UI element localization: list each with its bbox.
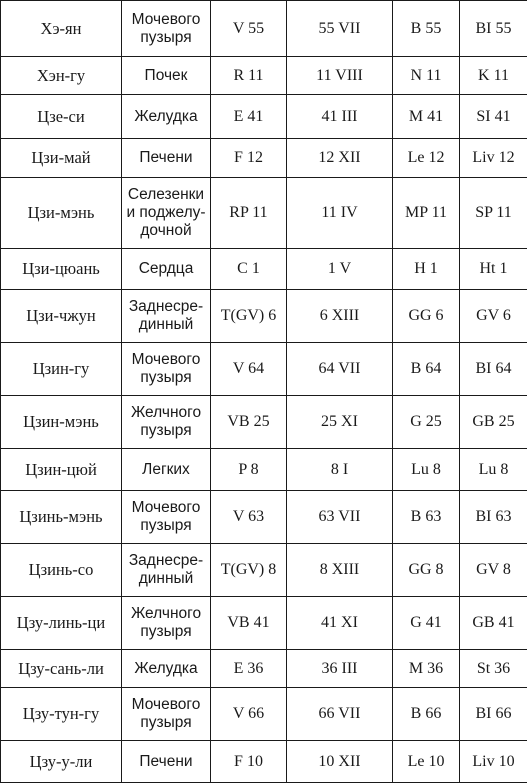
german-code-cell-text: Lu 8	[411, 460, 441, 478]
point-name-cell-text: Цзи-цюань	[22, 259, 100, 278]
english-code-cell	[460, 343, 527, 396]
french-code-cell-text: V 63	[232, 508, 265, 525]
point-name-cell	[1, 650, 122, 688]
french-code-cell-text: P 8	[238, 460, 259, 478]
german-code-cell-text: M 36	[408, 659, 444, 677]
point-name-cell	[1, 139, 122, 178]
german-code-cell-text: H 1	[414, 260, 438, 277]
point-name-cell-text: Цзи-чжун	[26, 306, 96, 325]
meridian-organ-cell-text: Желчного пузыря	[130, 404, 202, 439]
german-code-cell	[393, 650, 460, 688]
roman-code-cell	[287, 597, 393, 650]
point-name-cell-text: Цзи-май	[31, 148, 91, 167]
english-code-cell	[460, 650, 527, 688]
french-code-cell	[211, 688, 287, 741]
english-code-cell-text: GB 25	[472, 413, 515, 430]
german-code-cell	[393, 597, 460, 650]
table-body	[1, 1, 527, 783]
french-code-cell	[211, 343, 287, 396]
roman-code-cell-text: 63 VII	[318, 508, 361, 525]
german-code-cell	[393, 290, 460, 343]
table-row	[1, 95, 527, 139]
french-code-cell-text: T(GV) 6	[220, 307, 277, 324]
point-name-cell-text: Цзин-гу	[32, 359, 90, 378]
roman-code-cell-text: 66 VII	[318, 705, 361, 722]
meridian-organ-cell-text: Заднесре- динный	[128, 552, 204, 587]
meridian-organ-cell-text: Печени	[139, 752, 193, 770]
roman-code-cell-text: 55 VII	[318, 19, 361, 37]
german-code-cell-text: N 11	[410, 66, 442, 84]
english-code-cell-text: Liv 12	[472, 149, 515, 166]
english-code-cell	[460, 597, 527, 650]
point-name-cell-text: Цзе-си	[37, 106, 85, 126]
french-code-cell	[211, 178, 287, 249]
french-code-cell	[211, 57, 287, 95]
point-name-cell-text: Цзин-мэнь	[23, 412, 99, 431]
german-code-cell-text: Le 12	[407, 149, 445, 166]
german-code-cell	[393, 396, 460, 449]
english-code-cell-text: BI 66	[475, 705, 512, 722]
english-code-cell-text: St 36	[476, 659, 511, 677]
french-code-cell-text: C 1	[237, 260, 260, 277]
meridian-organ-cell	[122, 1, 211, 57]
german-code-cell-text: G 41	[410, 614, 442, 631]
french-code-cell	[211, 597, 287, 650]
table-row	[1, 57, 527, 95]
point-name-cell-text: Хэн-гу	[36, 65, 86, 85]
point-name-cell	[1, 178, 122, 249]
english-code-cell-text: Liv 10	[472, 752, 515, 770]
roman-code-cell-text: 41 III	[321, 107, 358, 125]
french-code-cell	[211, 139, 287, 178]
meridian-organ-cell-text: Мочевого пузыря	[131, 499, 201, 534]
point-name-cell	[1, 396, 122, 449]
french-code-cell	[211, 396, 287, 449]
english-code-cell	[460, 449, 527, 491]
german-code-cell-text: MP 11	[405, 204, 447, 221]
roman-code-cell	[287, 544, 393, 597]
german-code-cell-text: Le 10	[407, 752, 445, 770]
english-code-cell-text: GV 6	[476, 307, 511, 324]
table-row	[1, 178, 527, 249]
english-code-cell-text: Ht 1	[479, 260, 508, 277]
english-code-cell-text: GB 41	[472, 614, 515, 631]
meridian-organ-cell-text: Легких	[142, 460, 190, 478]
point-name-cell	[1, 544, 122, 597]
french-code-cell-text: T(GV) 8	[220, 561, 277, 578]
french-code-cell-text: V 55	[232, 19, 265, 37]
meridian-organ-cell	[122, 178, 211, 249]
german-code-cell	[393, 343, 460, 396]
german-code-cell	[393, 544, 460, 597]
german-code-cell-text: G 25	[410, 413, 442, 430]
meridian-organ-cell	[122, 741, 211, 783]
point-name-cell	[1, 249, 122, 290]
french-code-cell-text: V 64	[232, 360, 265, 377]
meridian-organ-cell-text: Желудка	[134, 659, 198, 677]
roman-code-cell	[287, 396, 393, 449]
french-code-cell	[211, 650, 287, 688]
english-code-cell-text: BI 63	[475, 508, 512, 525]
point-name-cell-text: Цзу-сань-ли	[18, 658, 104, 678]
french-code-cell	[211, 544, 287, 597]
french-code-cell-text: VB 41	[227, 614, 270, 631]
roman-code-cell-text: 64 VII	[318, 360, 361, 377]
meridian-organ-cell-text: Печени	[139, 149, 193, 166]
meridian-organ-cell-text: Мочевого пузыря	[131, 351, 201, 386]
meridian-organ-cell	[122, 290, 211, 343]
english-code-cell-text: SI 41	[476, 107, 511, 125]
german-code-cell	[393, 178, 460, 249]
point-name-cell-text: Цзи-мэнь	[27, 203, 95, 222]
english-code-cell	[460, 139, 527, 178]
roman-code-cell	[287, 290, 393, 343]
german-code-cell	[393, 95, 460, 139]
french-code-cell-text: F 12	[234, 149, 263, 166]
german-code-cell	[393, 449, 460, 491]
table-row	[1, 139, 527, 178]
table-row	[1, 249, 527, 290]
point-name-cell	[1, 741, 122, 783]
roman-code-cell-text: 1 V	[327, 260, 352, 277]
english-code-cell	[460, 491, 527, 544]
french-code-cell-text: F 10	[234, 752, 263, 770]
meridian-organ-cell	[122, 597, 211, 650]
roman-code-cell-text: 6 XIII	[319, 307, 360, 324]
roman-code-cell	[287, 741, 393, 783]
meridian-organ-cell-text: Сердца	[138, 260, 194, 277]
roman-code-cell-text: 12 XII	[318, 149, 361, 166]
meridian-organ-cell-text: Желчного пузыря	[130, 605, 202, 640]
english-code-cell	[460, 544, 527, 597]
roman-code-cell-text: 11 IV	[321, 204, 358, 221]
french-code-cell	[211, 1, 287, 57]
french-code-cell-text: E 36	[233, 659, 264, 677]
german-code-cell	[393, 741, 460, 783]
english-code-cell	[460, 178, 527, 249]
table-row	[1, 449, 527, 491]
german-code-cell	[393, 688, 460, 741]
table-row	[1, 343, 527, 396]
german-code-cell-text: B 55	[410, 19, 442, 37]
point-name-cell	[1, 290, 122, 343]
point-name-cell	[1, 688, 122, 741]
roman-code-cell	[287, 57, 393, 95]
english-code-cell-text: BI 64	[475, 360, 512, 377]
french-code-cell-text: E 41	[233, 107, 264, 125]
roman-code-cell-text: 8 I	[330, 460, 349, 478]
point-name-cell-text: Цзу-линь-ци	[16, 613, 106, 632]
english-code-cell	[460, 741, 527, 783]
french-code-cell	[211, 491, 287, 544]
roman-code-cell	[287, 688, 393, 741]
german-code-cell-text: B 63	[410, 508, 442, 525]
meridian-organ-cell	[122, 95, 211, 139]
french-code-cell	[211, 95, 287, 139]
french-code-cell	[211, 249, 287, 290]
meridian-organ-cell	[122, 491, 211, 544]
table-row	[1, 688, 527, 741]
table-row	[1, 290, 527, 343]
english-code-cell-text: SP 11	[475, 204, 512, 221]
roman-code-cell	[287, 491, 393, 544]
meridian-organ-cell	[122, 396, 211, 449]
point-name-cell-text: Цзинь-мэнь	[19, 507, 103, 526]
roman-code-cell	[287, 1, 393, 57]
table-row	[1, 544, 527, 597]
french-code-cell	[211, 290, 287, 343]
roman-code-cell	[287, 650, 393, 688]
german-code-cell-text: B 66	[410, 705, 442, 722]
meridian-organ-cell-text: Желудка	[134, 107, 198, 125]
german-code-cell-text: B 64	[410, 360, 442, 377]
german-code-cell-text: M 41	[408, 107, 444, 125]
english-code-cell-text: GV 8	[476, 561, 511, 578]
meridian-organ-cell	[122, 449, 211, 491]
table-row	[1, 491, 527, 544]
table-row	[1, 396, 527, 449]
meridian-organ-cell-text: Селезенки и поджелу- дочной	[126, 186, 206, 239]
french-code-cell	[211, 449, 287, 491]
roman-code-cell	[287, 249, 393, 290]
german-code-cell	[393, 57, 460, 95]
point-name-cell	[1, 95, 122, 139]
point-name-cell-text: Цзу-у-ли	[29, 751, 93, 771]
roman-code-cell	[287, 178, 393, 249]
german-code-cell	[393, 491, 460, 544]
english-code-cell-text: BI 55	[475, 19, 512, 37]
meridian-organ-cell	[122, 544, 211, 597]
meridian-organ-cell-text: Заднесре- динный	[128, 298, 204, 333]
point-name-cell-text: Цзу-тун-гу	[22, 704, 100, 723]
table-row	[1, 650, 527, 688]
english-code-cell	[460, 688, 527, 741]
meridian-organ-cell	[122, 249, 211, 290]
meridian-organ-cell	[122, 343, 211, 396]
german-code-cell	[393, 249, 460, 290]
point-name-cell-text: Цзин-цюй	[25, 459, 97, 479]
german-code-cell	[393, 1, 460, 57]
german-code-cell-text: GG 6	[408, 307, 444, 324]
meridian-organ-cell	[122, 139, 211, 178]
roman-code-cell	[287, 343, 393, 396]
meridian-organ-cell-text: Мочевого пузыря	[131, 10, 201, 46]
english-code-cell-text: K 11	[478, 66, 509, 84]
english-code-cell	[460, 249, 527, 290]
roman-code-cell-text: 41 XI	[321, 614, 358, 631]
english-code-cell	[460, 57, 527, 95]
english-code-cell	[460, 95, 527, 139]
meridian-organ-cell	[122, 650, 211, 688]
point-name-cell	[1, 449, 122, 491]
roman-code-cell	[287, 449, 393, 491]
point-name-cell	[1, 343, 122, 396]
meridian-organ-cell-text: Почек	[144, 66, 188, 84]
table-row	[1, 597, 527, 650]
french-code-cell-text: R 11	[233, 66, 264, 84]
english-code-cell-text: Lu 8	[478, 460, 509, 478]
roman-code-cell	[287, 95, 393, 139]
german-code-cell	[393, 139, 460, 178]
point-name-cell	[1, 57, 122, 95]
roman-code-cell-text: 25 XI	[321, 413, 358, 430]
point-name-cell	[1, 491, 122, 544]
meridian-organ-cell-text: Мочевого пузыря	[131, 696, 201, 731]
roman-code-cell	[287, 139, 393, 178]
roman-code-cell-text: 10 XII	[318, 752, 361, 770]
english-code-cell	[460, 396, 527, 449]
english-code-cell	[460, 290, 527, 343]
french-code-cell-text: V 66	[232, 705, 265, 722]
roman-code-cell-text: 36 III	[321, 659, 358, 677]
point-name-cell	[1, 1, 122, 57]
roman-code-cell-text: 8 XIII	[319, 561, 360, 578]
french-code-cell-text: VB 25	[227, 413, 270, 430]
french-code-cell	[211, 741, 287, 783]
roman-code-cell-text: 11 VIII	[316, 66, 363, 84]
point-name-cell-text: Цзинь-со	[28, 560, 94, 579]
french-code-cell-text: RP 11	[229, 204, 268, 221]
point-name-cell-text: Хэ-ян	[40, 18, 82, 38]
meridian-organ-cell	[122, 57, 211, 95]
point-name-cell	[1, 597, 122, 650]
meridian-organ-cell	[122, 688, 211, 741]
german-code-cell-text: GG 8	[408, 561, 444, 578]
table-row	[1, 741, 527, 783]
english-code-cell	[460, 1, 527, 57]
table-row	[1, 1, 527, 57]
